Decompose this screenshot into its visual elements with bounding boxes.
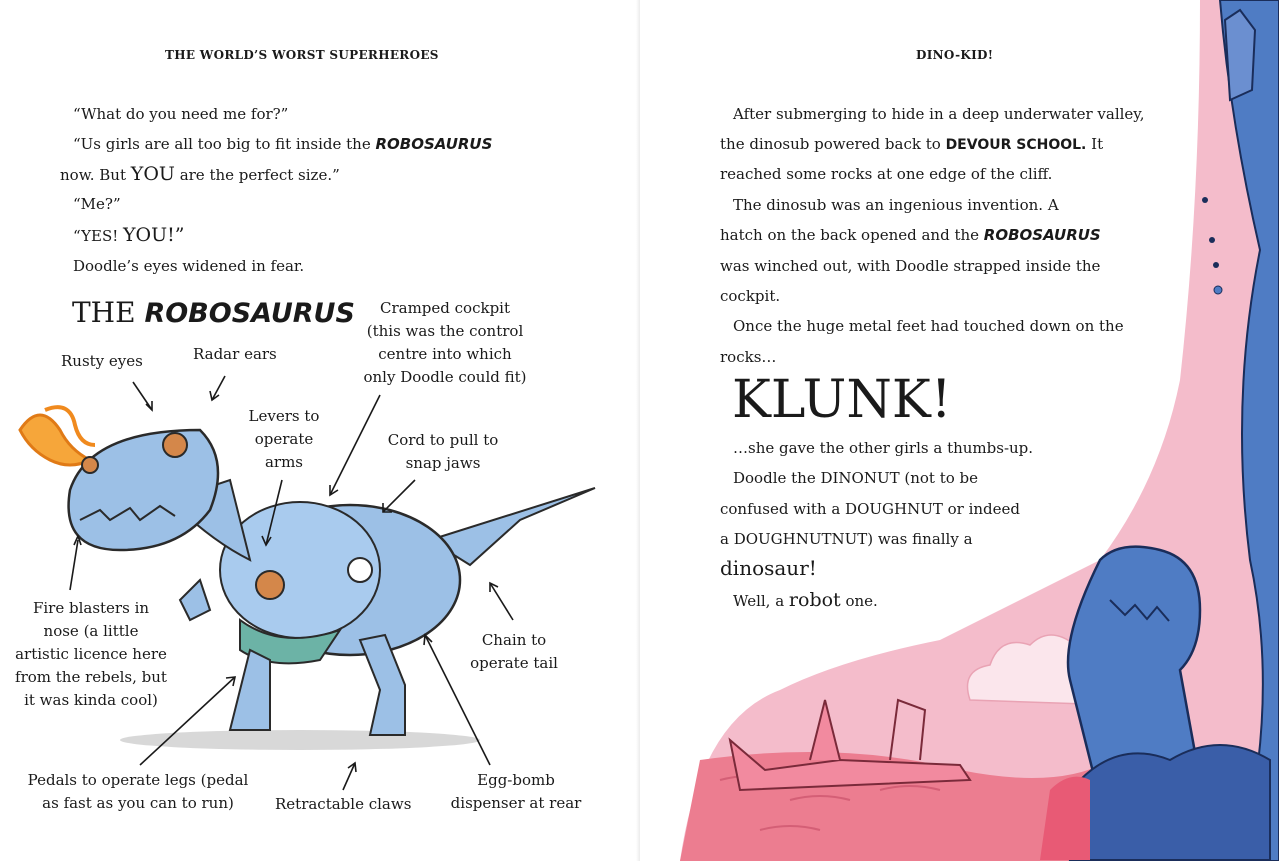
klunk-sound-effect: KLUNK! xyxy=(732,370,952,430)
paragraph: …she gave the other girls a thumbs-up. xyxy=(733,439,1034,457)
label-cord: Cord to pull to snap jaws xyxy=(387,431,499,472)
paragraph: Doodle the DINONUT (not to be xyxy=(733,469,979,487)
paragraph: rocks… xyxy=(720,348,777,366)
paragraph: confused with a DOUGHNUT or indeed xyxy=(720,500,1021,518)
robosaurus-word: ROBOSAURUS xyxy=(375,135,493,153)
label-chain: Chain to operate tail xyxy=(470,631,558,672)
label-radar-ears: Radar ears xyxy=(193,345,277,363)
paragraph: cockpit. xyxy=(720,287,781,305)
paragraph: Well, a robot one. xyxy=(733,589,878,611)
paragraph: a DOUGHNUTNUT) was finally a xyxy=(720,530,973,548)
label-claws: Retractable claws xyxy=(275,795,412,813)
paragraph: Doodle’s eyes widened in fear. xyxy=(73,257,305,275)
paragraph: “Me?” xyxy=(73,195,121,213)
paragraph-dinosaur: dinosaur! xyxy=(720,556,817,580)
label-levers: Levers to operate arms xyxy=(248,407,320,471)
diagram-title: THE ROBOSAURUS xyxy=(72,296,355,329)
label-pedals: Pedals to operate legs (pedal as fast as you can to run) xyxy=(27,771,249,812)
paragraph: reached some rocks at one edge of the cliff. xyxy=(720,165,1053,183)
label-rusty-eyes: Rusty eyes xyxy=(61,352,143,370)
running-head-right: DINO-KID! xyxy=(916,48,994,62)
running-head-left: THE WORLD’S WORST SUPERHEROES xyxy=(165,48,439,62)
label-egg-bomb: Egg-bomb dispenser at rear xyxy=(450,771,582,812)
paragraph: was winched out, with Doodle strapped inside the xyxy=(720,257,1101,275)
paragraph: the dinosub powered back to DEVOUR SCHOOL. It xyxy=(720,135,1104,153)
label-fire-blasters: Fire blasters in nose (a little artistic licence here from the rebels, but it was kinda cool) xyxy=(15,599,167,709)
paragraph: After submerging to hide in a deep underwater valley, xyxy=(733,105,1145,123)
label-cockpit: Cramped cockpit (this was the control centre into which only Doodle could fit) xyxy=(363,299,527,386)
paragraph: now. But YOU are the perfect size.” xyxy=(60,163,340,185)
paragraph: The dinosub was an ingenious invention. A xyxy=(733,196,1059,214)
paragraph: Once the huge metal feet had touched down on the xyxy=(733,317,1124,335)
paragraph: “Us girls are all too big to fit inside the ROBOSAURUS xyxy=(73,135,493,153)
paragraph: “YES! YOU!” xyxy=(73,224,185,246)
paragraph: “What do you need me for?” xyxy=(73,105,289,123)
paragraph: hatch on the back opened and the ROBOSAURUS xyxy=(720,226,1101,244)
